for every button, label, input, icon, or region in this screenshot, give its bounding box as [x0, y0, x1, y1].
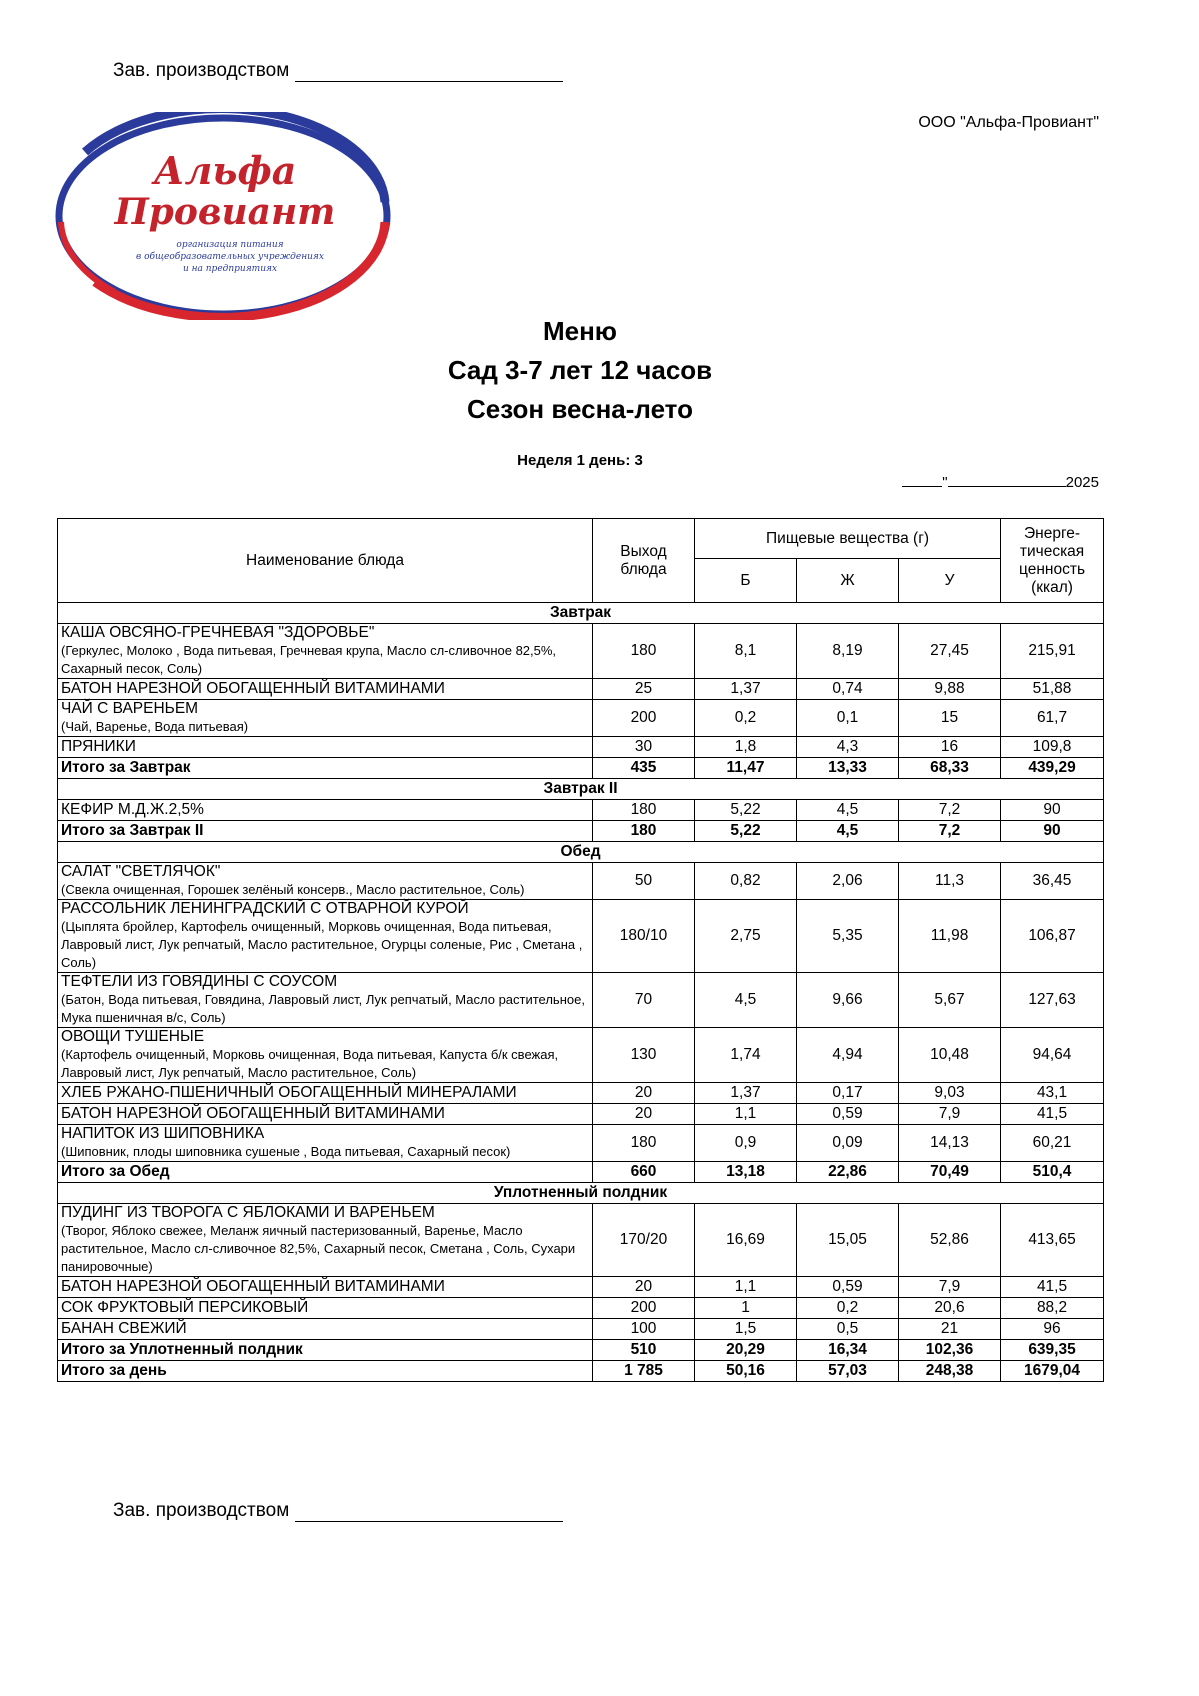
dish-row — [58, 1028, 1104, 1083]
dish-row — [58, 679, 1104, 700]
dish-name: БАТОН НАРЕЗНОЙ ОБОГАЩЕННЫЙ ВИТАМИНАМИ — [61, 680, 445, 697]
fats-cell: 0,5 — [797, 1319, 899, 1340]
section-header-row — [58, 779, 1104, 800]
carbs-cell: 7,9 — [899, 1104, 1001, 1125]
dish-cell — [58, 700, 593, 737]
total-proteins-cell: 20,29 — [695, 1340, 797, 1361]
dish-ingredients: (Творог, Яблоко свежее, Меланж яичный пастеризованный, Варенье, Масло растительное, Масло сл-сливочное 82,5%, Сахарный песок, Сметана , Соль, Сухари панировочные) — [61, 1223, 576, 1274]
fats-cell: 0,1 — [797, 700, 899, 737]
total-fats-cell: 4,5 — [797, 821, 899, 842]
dish-cell — [58, 1028, 593, 1083]
title-season: Сезон весна-лето — [467, 394, 693, 424]
menu-table — [57, 518, 1104, 1382]
dish-ingredients: (Батон, Вода питьевая, Говядина, Лавровый лист, Лук репчатый, Масло растительное, Мука пшеничная в/с, Соль) — [61, 992, 585, 1025]
carbs-cell: 15 — [899, 700, 1001, 737]
dish-cell — [58, 1204, 593, 1277]
date-blank-month — [948, 486, 1066, 487]
logo-tagline3: и на предприятиях — [182, 264, 278, 274]
proteins-cell: 1 — [695, 1298, 797, 1319]
proteins-cell: 16,69 — [695, 1204, 797, 1277]
energy-cell: 41,5 — [1001, 1104, 1104, 1125]
dish-name: САЛАТ "СВЕТЛЯЧОК" — [61, 863, 221, 880]
energy-cell: 94,64 — [1001, 1028, 1104, 1083]
menu-body — [58, 603, 1104, 1382]
dish-name: БАТОН НАРЕЗНОЙ ОБОГАЩЕННЫЙ ВИТАМИНАМИ — [61, 1105, 445, 1122]
signature-top — [113, 60, 563, 82]
fats-cell: 9,66 — [797, 973, 899, 1028]
dish-row — [58, 1298, 1104, 1319]
fats-cell: 0,74 — [797, 679, 899, 700]
header-energy: Энерге-тическая ценность (ккал) — [1001, 519, 1104, 603]
logo-tagline2: в общеобразовательных учреждениях — [136, 252, 324, 262]
energy-cell: 51,88 — [1001, 679, 1104, 700]
total-energy-cell: 90 — [1001, 821, 1104, 842]
yield-cell: 50 — [593, 863, 695, 900]
carbs-cell: 5,67 — [899, 973, 1001, 1028]
carbs-cell: 11,3 — [899, 863, 1001, 900]
fats-cell: 0,2 — [797, 1298, 899, 1319]
total-energy-cell: 639,35 — [1001, 1340, 1104, 1361]
proteins-cell: 1,8 — [695, 737, 797, 758]
section-title: Уплотненный полдник — [58, 1183, 1104, 1204]
dish-name: ТЕФТЕЛИ ИЗ ГОВЯДИНЫ С СОУСОМ — [61, 973, 338, 990]
proteins-cell: 1,37 — [695, 679, 797, 700]
total-yield-cell: 510 — [593, 1340, 695, 1361]
day-total-proteins-cell: 50,16 — [695, 1361, 797, 1382]
yield-cell: 180 — [593, 1125, 695, 1162]
energy-cell: 106,87 — [1001, 900, 1104, 973]
dish-ingredients: (Чай, Варенье, Вода питьевая) — [61, 719, 249, 734]
energy-cell: 61,7 — [1001, 700, 1104, 737]
date-line — [902, 474, 1099, 491]
document-title — [0, 312, 1160, 429]
dish-name: ОВОЩИ ТУШЕНЫЕ — [61, 1028, 205, 1045]
dish-ingredients: (Цыплята бройлер, Картофель очищенный, Морковь очищенная, Вода питьевая, Лавровый лист, Лук репчатый, Масло растительное, Огурцы соленые, Рис , Сметана , Соль) — [61, 919, 583, 970]
proteins-cell: 5,22 — [695, 800, 797, 821]
total-energy-cell: 510,4 — [1001, 1162, 1104, 1183]
total-carbs-cell: 102,36 — [899, 1340, 1001, 1361]
yield-cell: 100 — [593, 1319, 695, 1340]
total-yield-cell: 660 — [593, 1162, 695, 1183]
total-carbs-cell: 70,49 — [899, 1162, 1001, 1183]
dish-name: БАТОН НАРЕЗНОЙ ОБОГАЩЕННЫЙ ВИТАМИНАМИ — [61, 1278, 445, 1295]
total-proteins-cell: 11,47 — [695, 758, 797, 779]
dish-cell — [58, 737, 593, 758]
logo-tagline1: организация питания — [176, 240, 284, 250]
proteins-cell: 1,1 — [695, 1104, 797, 1125]
header-dish-name: Наименование блюда — [58, 519, 593, 603]
logo-line1: Альфа — [153, 148, 297, 193]
title-group: Сад 3-7 лет 12 часов — [447, 355, 713, 385]
signature-line — [295, 63, 563, 82]
yield-cell: 20 — [593, 1104, 695, 1125]
section-total-row — [58, 821, 1104, 842]
header-proteins: Б — [695, 559, 797, 603]
dish-row — [58, 1277, 1104, 1298]
yield-cell: 20 — [593, 1083, 695, 1104]
total-fats-cell: 16,34 — [797, 1340, 899, 1361]
total-label: Итого за Завтрак — [58, 758, 593, 779]
fats-cell: 8,19 — [797, 624, 899, 679]
dish-cell — [58, 1104, 593, 1125]
dish-row — [58, 1204, 1104, 1277]
carbs-cell: 27,45 — [899, 624, 1001, 679]
section-header-row — [58, 603, 1104, 624]
total-fats-cell: 13,33 — [797, 758, 899, 779]
yield-cell: 180 — [593, 800, 695, 821]
header-carbs: У — [899, 559, 1001, 603]
day-total-label: Итого за день — [58, 1361, 593, 1382]
total-label: Итого за Уплотненный полдник — [58, 1340, 593, 1361]
total-energy-cell: 439,29 — [1001, 758, 1104, 779]
total-proteins-cell: 13,18 — [695, 1162, 797, 1183]
dish-cell — [58, 863, 593, 900]
signature-label: Зав. производством — [113, 1500, 290, 1521]
dish-ingredients: (Геркулес, Молоко , Вода питьевая, Гречневая крупа, Масло сл-сливочное 82,5%, Сахарный песок, Соль) — [61, 643, 557, 676]
fats-cell: 0,17 — [797, 1083, 899, 1104]
proteins-cell: 4,5 — [695, 973, 797, 1028]
carbs-cell: 7,9 — [899, 1277, 1001, 1298]
dish-cell — [58, 1319, 593, 1340]
dish-cell — [58, 1277, 593, 1298]
yield-cell: 200 — [593, 1298, 695, 1319]
section-title: Завтрак — [58, 603, 1104, 624]
dish-cell — [58, 1125, 593, 1162]
proteins-cell: 2,75 — [695, 900, 797, 973]
dish-row — [58, 900, 1104, 973]
energy-cell: 88,2 — [1001, 1298, 1104, 1319]
dish-ingredients: (Картофель очищенный, Морковь очищенная, Вода питьевая, Капуста б/к свежая, Лавровый лист, Лук репчатый, Масло растительное, Соль) — [61, 1047, 559, 1080]
section-total-row — [58, 758, 1104, 779]
fats-cell: 4,3 — [797, 737, 899, 758]
dish-name: РАССОЛЬНИК ЛЕНИНГРАДСКИЙ С ОТВАРНОЙ КУРОЙ — [61, 900, 469, 917]
signature-label: Зав. производством — [113, 60, 290, 81]
logo-line2: Провиант — [114, 191, 336, 233]
carbs-cell: 14,13 — [899, 1125, 1001, 1162]
signature-line — [295, 1503, 563, 1522]
week-day: Неделя 1 день: 3 — [517, 452, 643, 469]
dish-cell — [58, 900, 593, 973]
fats-cell: 2,06 — [797, 863, 899, 900]
title-menu: Меню — [542, 316, 618, 346]
yield-cell: 180 — [593, 624, 695, 679]
fats-cell: 0,59 — [797, 1277, 899, 1298]
energy-cell: 109,8 — [1001, 737, 1104, 758]
carbs-cell: 20,6 — [899, 1298, 1001, 1319]
dish-name: ПУДИНГ ИЗ ТВОРОГА С ЯБЛОКАМИ И ВАРЕНЬЕМ — [61, 1204, 435, 1221]
day-total-carbs-cell: 248,38 — [899, 1361, 1001, 1382]
header-fats: Ж — [797, 559, 899, 603]
dish-name: СОК ФРУКТОВЫЙ ПЕРСИКОВЫЙ — [61, 1299, 309, 1316]
fats-cell: 0,09 — [797, 1125, 899, 1162]
day-total-fats-cell: 57,03 — [797, 1361, 899, 1382]
dish-ingredients: (Свекла очищенная, Горошек зелёный консерв., Масло растительное, Соль) — [61, 882, 525, 897]
total-label: Итого за Завтрак II — [58, 821, 593, 842]
total-yield-cell: 180 — [593, 821, 695, 842]
yield-cell: 130 — [593, 1028, 695, 1083]
dish-row — [58, 700, 1104, 737]
dish-row — [58, 1083, 1104, 1104]
section-title: Обед — [58, 842, 1104, 863]
day-total-row — [58, 1361, 1104, 1382]
day-total-energy-cell: 1679,04 — [1001, 1361, 1104, 1382]
section-header-row — [58, 842, 1104, 863]
dish-name: НАПИТОК ИЗ ШИПОВНИКА — [61, 1125, 265, 1142]
yield-cell: 25 — [593, 679, 695, 700]
date-year: 2025 — [1065, 474, 1099, 491]
header-yield: Выход блюда — [593, 519, 695, 603]
dish-cell — [58, 1298, 593, 1319]
dish-name: КЕФИР М.Д.Ж.2,5% — [61, 801, 204, 818]
dish-cell — [58, 624, 593, 679]
dish-cell — [58, 679, 593, 700]
yield-cell: 180/10 — [593, 900, 695, 973]
energy-cell: 215,91 — [1001, 624, 1104, 679]
energy-cell: 41,5 — [1001, 1277, 1104, 1298]
date-blank-day — [902, 486, 942, 487]
dish-name: ПРЯНИКИ — [61, 738, 136, 755]
total-label: Итого за Обед — [58, 1162, 593, 1183]
yield-cell: 170/20 — [593, 1204, 695, 1277]
proteins-cell: 1,1 — [695, 1277, 797, 1298]
fats-cell: 4,94 — [797, 1028, 899, 1083]
dish-cell — [58, 1083, 593, 1104]
fats-cell: 4,5 — [797, 800, 899, 821]
proteins-cell: 8,1 — [695, 624, 797, 679]
section-title: Завтрак II — [58, 779, 1104, 800]
proteins-cell: 0,9 — [695, 1125, 797, 1162]
carbs-cell: 21 — [899, 1319, 1001, 1340]
proteins-cell: 1,74 — [695, 1028, 797, 1083]
carbs-cell: 9,03 — [899, 1083, 1001, 1104]
carbs-cell: 52,86 — [899, 1204, 1001, 1277]
total-carbs-cell: 7,2 — [899, 821, 1001, 842]
section-total-row — [58, 1162, 1104, 1183]
dish-name: ХЛЕБ РЖАНО-ПШЕНИЧНЫЙ ОБОГАЩЕННЫЙ МИНЕРАЛАМИ — [61, 1084, 517, 1101]
dish-row — [58, 624, 1104, 679]
energy-cell: 96 — [1001, 1319, 1104, 1340]
dish-row — [58, 737, 1104, 758]
dish-row — [58, 1104, 1104, 1125]
energy-cell: 127,63 — [1001, 973, 1104, 1028]
day-total-yield-cell: 1 785 — [593, 1361, 695, 1382]
dish-name: КАША ОВСЯНО-ГРЕЧНЕВАЯ "ЗДОРОВЬЕ" — [61, 624, 375, 641]
fats-cell: 5,35 — [797, 900, 899, 973]
company-name: ООО "Альфа-Провиант" — [918, 114, 1099, 131]
energy-cell: 413,65 — [1001, 1204, 1104, 1277]
energy-cell: 60,21 — [1001, 1125, 1104, 1162]
signature-bottom — [113, 1500, 563, 1522]
fats-cell: 0,59 — [797, 1104, 899, 1125]
dish-ingredients: (Шиповник, плоды шиповника сушеные , Вода питьевая, Сахарный песок) — [61, 1144, 511, 1159]
section-total-row — [58, 1340, 1104, 1361]
section-header-row — [58, 1183, 1104, 1204]
dish-row — [58, 973, 1104, 1028]
energy-cell: 43,1 — [1001, 1083, 1104, 1104]
total-yield-cell: 435 — [593, 758, 695, 779]
carbs-cell: 9,88 — [899, 679, 1001, 700]
carbs-cell: 11,98 — [899, 900, 1001, 973]
proteins-cell: 0,2 — [695, 700, 797, 737]
dish-row — [58, 1125, 1104, 1162]
fats-cell: 15,05 — [797, 1204, 899, 1277]
header-nutrients: Пищевые вещества (г) — [695, 519, 1001, 559]
total-fats-cell: 22,86 — [797, 1162, 899, 1183]
dish-cell — [58, 800, 593, 821]
yield-cell: 70 — [593, 973, 695, 1028]
dish-cell — [58, 973, 593, 1028]
energy-cell: 36,45 — [1001, 863, 1104, 900]
dish-name: БАНАН СВЕЖИЙ — [61, 1320, 187, 1337]
carbs-cell: 7,2 — [899, 800, 1001, 821]
energy-cell: 90 — [1001, 800, 1104, 821]
proteins-cell: 0,82 — [695, 863, 797, 900]
proteins-cell: 1,5 — [695, 1319, 797, 1340]
total-carbs-cell: 68,33 — [899, 758, 1001, 779]
total-proteins-cell: 5,22 — [695, 821, 797, 842]
proteins-cell: 1,37 — [695, 1083, 797, 1104]
date-quote: " — [942, 474, 948, 491]
carbs-cell: 10,48 — [899, 1028, 1001, 1083]
yield-cell: 20 — [593, 1277, 695, 1298]
dish-name: ЧАЙ С ВАРЕНЬЕМ — [61, 700, 199, 717]
dish-row — [58, 800, 1104, 821]
yield-cell: 200 — [593, 700, 695, 737]
carbs-cell: 16 — [899, 737, 1001, 758]
dish-row — [58, 863, 1104, 900]
dish-row — [58, 1319, 1104, 1340]
company-logo — [55, 112, 391, 320]
yield-cell: 30 — [593, 737, 695, 758]
